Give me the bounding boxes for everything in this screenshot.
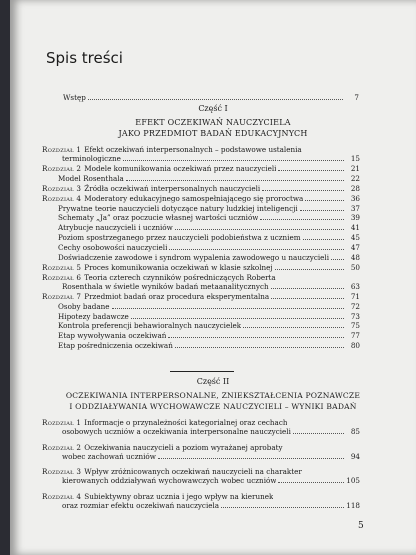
toc-leader	[305, 199, 344, 201]
toc-entry-text: Modele komunikowania oczekiwań przez nauczycieli	[84, 163, 277, 173]
toc-leader	[300, 209, 344, 211]
toc-entry	[42, 145, 302, 154]
toc-entry	[42, 263, 360, 272]
toc-entry	[58, 233, 360, 242]
toc-entry-page: 28	[350, 183, 360, 193]
divider	[170, 371, 234, 372]
toc-entry	[42, 273, 276, 282]
toc-leader	[175, 346, 344, 348]
toc-entry-page: 72	[350, 301, 360, 311]
toc-leader	[275, 268, 344, 270]
part-heading-line: OCZEKIWANIA INTERPERSONALNE, ZNIEKSZTAŁCENIA POZNAWCZE	[65, 391, 361, 400]
toc-entry-continuation	[62, 427, 360, 436]
toc-entry-page: 45	[350, 233, 360, 243]
toc-entry-page: 48	[350, 253, 360, 262]
part-label: Część II	[196, 377, 230, 386]
toc-entry-text: Hipotezy badawcze	[58, 311, 129, 321]
toc-entry	[58, 243, 360, 252]
toc-entry	[42, 492, 273, 501]
toc-entry	[42, 292, 360, 301]
chapter-label: Rozdział 5	[42, 262, 82, 272]
toc-entry-page: 36	[350, 193, 360, 203]
part-heading-line: JAKO PRZEDMIOT BADAŃ EDUKACYJNYCH	[118, 129, 308, 138]
toc-leader	[331, 258, 344, 260]
book-page	[10, 0, 416, 555]
toc-leader	[158, 457, 344, 459]
toc-entry	[58, 174, 360, 183]
toc-leader	[278, 169, 344, 171]
toc-entry-text: Przedmiot badań oraz procedura eksperymentalna	[84, 291, 270, 301]
toc-entry-page: 41	[350, 223, 360, 233]
toc-entry	[58, 331, 360, 340]
toc-entry-page: 75	[350, 321, 360, 331]
toc-entry	[58, 302, 360, 311]
page-number: 5	[358, 521, 364, 531]
toc-entry-text: Wpływ zróżnicowanych oczekiwań nauczycieli na charakter	[84, 467, 302, 476]
toc-leader	[260, 218, 344, 220]
toc-leader	[88, 98, 343, 100]
toc-leader	[169, 248, 344, 250]
toc-entry-continuation	[62, 282, 360, 291]
toc-leader	[278, 481, 344, 483]
toc-leader	[112, 307, 344, 309]
toc-entry-text: Model Rosenthala	[58, 173, 124, 183]
toc-entry-continuation	[62, 476, 360, 485]
toc-leader	[126, 179, 344, 181]
toc-entry-page: 37	[350, 203, 360, 213]
toc-entry	[58, 312, 360, 321]
toc-entry	[58, 253, 360, 262]
toc-entry	[42, 443, 283, 452]
toc-leader	[221, 506, 344, 508]
toc-entry-text: Informacje o przynależności kategorialnej oraz cechach	[84, 418, 288, 427]
toc-entry-text: Poziom spostrzeganego przez nauczycieli podobieństwa z uczniem	[58, 233, 301, 243]
part-label: Część I	[198, 104, 228, 113]
toc-entry-text: Prywatne teorie nauczycieli dotyczące natury ludzkiej inteligencji	[58, 203, 298, 213]
toc-entry-text: Doświadczenie zawodowe i syndrom wypalenia zawodowego u nauczycieli	[58, 253, 329, 262]
toc-entry	[58, 204, 360, 213]
toc-leader	[262, 189, 344, 191]
toc-entry	[42, 184, 360, 193]
toc-entry-page: 7	[354, 93, 359, 102]
chapter-label: Rozdział 1	[42, 418, 82, 427]
toc-entry-text: Atrybucje nauczycieli i uczniów	[58, 223, 173, 233]
toc-leader	[271, 287, 344, 289]
toc-entry-text: osobowych uczniów a oczekiwania interpersonalne nauczycieli	[62, 427, 291, 436]
toc-entry-page: 63	[350, 281, 360, 291]
toc-entry-text: Moderatory edukacyjnego samospełniającego się proroctwa	[84, 193, 304, 203]
toc-entry-text: Cechy osobowości nauczycieli	[58, 243, 168, 253]
toc-entry-page: 73	[350, 311, 360, 321]
toc-entry-text: wobec zachowań uczniów	[62, 451, 156, 461]
toc-entry-page: 118	[346, 500, 360, 510]
toc-entry	[42, 467, 302, 476]
toc-entry	[58, 321, 360, 330]
toc-entry-page: 15	[350, 154, 360, 163]
chapter-label: Rozdział 7	[42, 291, 82, 301]
toc-entry-text: Subiektywny obraz ucznia i jego wpływ na kierunek	[84, 491, 274, 501]
toc-entry-text: Kontrola preferencji behawioralnych nauczycielek	[58, 321, 242, 331]
toc-entry-page: 85	[350, 427, 360, 436]
toc-leader	[243, 326, 344, 328]
toc-leader	[168, 336, 344, 338]
toc-entry-page: 22	[350, 173, 360, 183]
toc-entry-page: 21	[350, 163, 360, 173]
toc-leader	[131, 317, 344, 319]
part-heading-line: I ODDZIAŁYWANIA WYCHOWAWCZE NAUCZYCIELI – WYNIKI BADAŃ	[69, 402, 357, 411]
toc-entry-text: kierowanych oddziaływań wychowawczych wobec uczniów	[62, 476, 277, 485]
chapter-label: Rozdział 1	[42, 145, 82, 154]
toc-entry-continuation	[62, 154, 360, 163]
toc-entry	[58, 223, 360, 232]
toc-entry-text: Źródła oczekiwań interpersonalnych nauczycieli	[84, 183, 261, 193]
toc-entry-text: Efekt oczekiwań interpersonalnych – podstawowe ustalenia	[84, 145, 302, 154]
toc-entry-page: 50	[350, 262, 360, 272]
toc-leader	[123, 159, 344, 161]
toc-entry	[42, 418, 287, 427]
toc-leader	[175, 228, 344, 230]
toc-entry-page: 80	[350, 341, 360, 351]
toc-entry-text: oraz rozmiar efektu oczekiwań nauczyciela	[62, 500, 220, 510]
chapter-label: Rozdział 2	[42, 163, 82, 173]
chapter-label: Rozdział 3	[42, 467, 82, 476]
toc-entry-text: Wstęp	[63, 93, 86, 102]
toc-entry	[58, 213, 360, 222]
toc-entry-page: 39	[350, 213, 360, 223]
toc-leader	[271, 297, 344, 299]
toc-entry-page: 47	[350, 243, 360, 253]
toc-entry-text: terminologiczne	[62, 154, 121, 163]
page-title: Spis treści	[46, 49, 123, 67]
chapter-label: Rozdział 4	[42, 491, 82, 501]
toc-entry-text: Etap wywoływania oczekiwań	[58, 331, 167, 341]
chapter-label: Rozdział 6	[42, 272, 82, 282]
chapter-label: Rozdział 4	[42, 193, 82, 203]
toc-entry-text: Oczekiwania nauczycieli a poziom wyrażanej aprobaty	[84, 442, 283, 452]
toc-leader	[293, 432, 344, 434]
toc-entry-text: Osoby badane	[58, 301, 110, 311]
toc-entry-page: 94	[350, 451, 360, 461]
toc-entry	[42, 164, 360, 173]
chapter-label: Rozdział 2	[42, 442, 82, 452]
chapter-label: Rozdział 3	[42, 183, 82, 193]
toc-entry-page: 77	[350, 331, 360, 341]
part-heading-line: EFEKT OCZEKIWAŃ NAUCZYCIELA	[135, 118, 291, 127]
toc-entry-text: Rosenthala w świetle wyników badań metaanalitycznych	[62, 281, 269, 291]
toc-entry-continuation	[62, 501, 360, 510]
toc-entry-text: Teoria czterech czynników pośredniczących Roberta	[84, 272, 276, 282]
toc-entry	[58, 341, 360, 350]
toc-entry-intro	[63, 93, 359, 102]
toc-entry-text: Proces komunikowania oczekiwań w klasie szkolnej	[84, 262, 273, 272]
toc-entry-text: Schematy „Ja” oraz poczucie własnej wartości uczniów	[58, 213, 259, 223]
toc-entry-page: 71	[350, 291, 360, 301]
toc-entry-text: Etap pośredniczenia oczekiwań	[58, 341, 173, 351]
toc-entry-continuation	[62, 452, 360, 461]
toc-entry-page: 105	[346, 476, 360, 485]
toc-entry	[42, 194, 360, 203]
toc-leader	[303, 238, 344, 240]
